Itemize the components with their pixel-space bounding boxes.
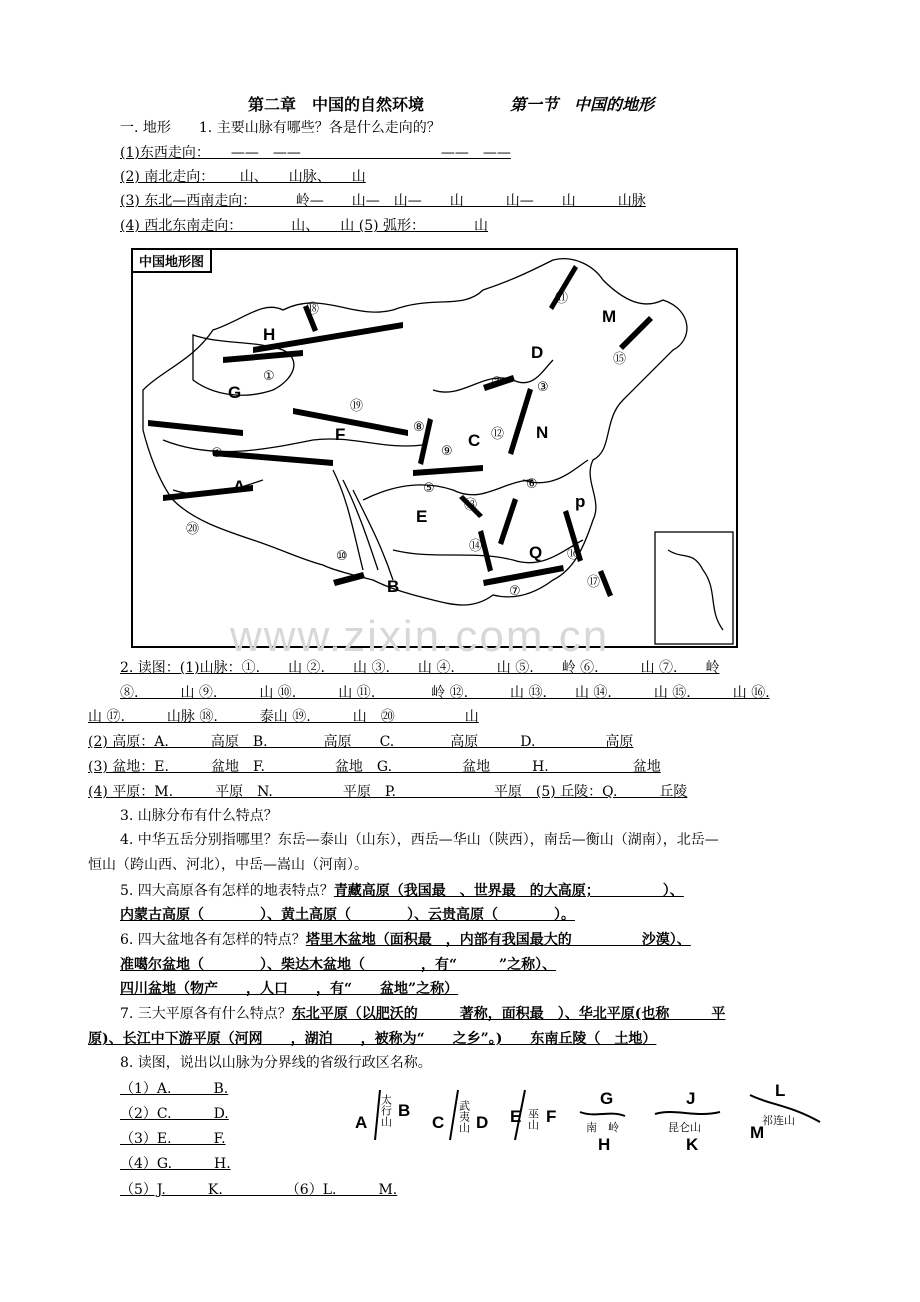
q8-answer-3: （3）E. F. [120, 1131, 226, 1147]
svg-text:⑥: ⑥ [526, 477, 538, 492]
fig3-right: F [546, 1107, 557, 1126]
fig4-top: G [600, 1089, 614, 1108]
fig5-bottom: K [686, 1135, 699, 1154]
section-title: 第一节 中国的地形 [510, 95, 655, 114]
fig1-name: 太行山 [379, 1094, 393, 1127]
svg-text:⑦: ⑦ [509, 584, 521, 599]
fig2-left: C [432, 1113, 445, 1132]
svg-text:⑧: ⑧ [413, 420, 425, 435]
svg-text:H: H [263, 325, 276, 344]
q2-line-c: 山 ⑰. 山脉 ⑱. 泰山 ⑲. 山 ⑳ 山 [88, 709, 479, 725]
fig4-bottom: H [598, 1135, 611, 1154]
q4-line-b: 恒山（跨山西、河北），中岳—嵩山（河南）。 [88, 857, 368, 873]
svg-text:⑳: ⑳ [186, 522, 200, 537]
q7-answer-a: 东北平原（以肥沃的 著称，面积最 ）、华北平原(也称 平 [291, 1006, 726, 1022]
svg-text:E: E [416, 507, 428, 526]
q2-line-d: (2) 高原：A. 高原 B. 高原 C. 高原 D. 高原 [88, 734, 634, 750]
svg-text:F: F [335, 425, 346, 444]
svg-text:M: M [602, 307, 617, 326]
fig5-top: J [686, 1089, 696, 1108]
fig3-left: E [510, 1107, 522, 1126]
svg-text:p: p [575, 492, 586, 511]
map-title: 中国地形图 [133, 250, 212, 273]
boundary-figures [350, 1080, 830, 1160]
svg-text:⑪: ⑪ [555, 291, 569, 306]
svg-text:C: C [468, 431, 481, 450]
map-drawing [133, 250, 736, 646]
fig4-name: 南 岭 [586, 1121, 619, 1134]
watermark: www.zixin.com.cn [230, 612, 610, 661]
svg-text:⑲: ⑲ [350, 399, 364, 414]
line-5: (4) 西北东南走向： 山、 山 (5) 弧形： 山 [120, 218, 489, 234]
line-3: (2) 南北走向： 山、 山脉、 山 [120, 169, 366, 185]
q2-line-a: 2. 读图：(1)山脉：①. 山 ②. 山 ③. 山 ④. 山 ⑤. 岭 ⑥. 山 ⑦. 岭 [120, 660, 720, 676]
svg-text:B: B [387, 577, 400, 596]
svg-text:④: ④ [211, 446, 223, 461]
chapter-title: 第二章 中国的自然环境 [248, 95, 425, 114]
q6-prompt: 6. 四大盆地各有怎样的特点？ [120, 932, 306, 948]
q7-line-b: 原)、长江中下游平原（河网 ，湖泊 ，被称为“ 之乡”。) 东南丘陵（ 土地） [88, 1031, 657, 1047]
svg-text:⑯: ⑯ [567, 547, 581, 562]
svg-text:③: ③ [537, 380, 549, 395]
q8-answer-2: （2）C. D. [120, 1106, 229, 1122]
fig1-right: B [398, 1101, 411, 1120]
fig2-name: 武夷山 [457, 1100, 471, 1133]
q7-prompt: 7. 三大平原各有什么特点？ [120, 1006, 292, 1022]
fig5-name: 昆仑山 [668, 1121, 701, 1134]
svg-text:⑰: ⑰ [587, 575, 601, 590]
q2-line-e: (3) 盆地：E. 盆地 F. 盆地 G. 盆地 H. 盆地 [88, 759, 661, 775]
svg-text:②: ② [491, 375, 503, 390]
line-1: 一. 地形 1. 主要山脉有哪些？各是什么走向的？ [120, 120, 441, 136]
svg-text:D: D [531, 343, 544, 362]
fig2-right: D [476, 1113, 489, 1132]
svg-text:A: A [233, 477, 246, 496]
svg-text:⑨: ⑨ [441, 444, 453, 459]
q5-line-b: 内蒙古高原（ ）、黄土高原（ ）、云贵高原（ ）。 [120, 907, 575, 923]
svg-text:Q: Q [529, 543, 543, 562]
q7-line-a [120, 1005, 725, 1023]
line-4: (3) 东北—西南走向： 岭— 山— 山— 山 山— 山 山脉 [120, 193, 646, 209]
q8-answer-5: （5）J. K. （6）L. M. [120, 1182, 398, 1198]
fig6-bottom: M [750, 1123, 765, 1142]
line-2: (1)东西走向： —— —— —— —— [120, 145, 511, 161]
fig1-left: A [355, 1113, 368, 1132]
q5-answer-a: 青藏高原（我国最 、世界最 的大高原； ）、 [333, 883, 684, 899]
fig3-name: 巫山 [526, 1108, 540, 1130]
svg-text:⑭: ⑭ [469, 539, 483, 554]
svg-text:G: G [228, 383, 242, 402]
q6-line-c: 四川盆地（物产 ，人口 ，有“ 盆地”之称） [120, 981, 459, 997]
svg-text:⑩: ⑩ [336, 549, 348, 564]
svg-text:⑫: ⑫ [491, 427, 505, 442]
china-terrain-map [131, 248, 738, 648]
q4-line-a: 4. 中华五岳分别指哪里？东岳—泰山（山东），西岳—华山（陕西），南岳—衡山（湖南），北岳— [120, 832, 719, 848]
q8-answer-4: （4）G. H. [120, 1156, 231, 1172]
q2-line-b: ⑧. 山 ⑨. 山 ⑩. 山 ⑪. 岭 ⑫. 山 ⑬. 山 ⑭. 山 ⑮. 山 ⑯. [120, 685, 770, 701]
q6-line-b: 准噶尔盆地（ ）、柴达木盆地（ ，有“ ”之称）、 [120, 957, 557, 973]
q8-answer-1: （1）A. B. [120, 1081, 229, 1097]
svg-text:⑱: ⑱ [306, 302, 320, 317]
svg-text:⑤: ⑤ [423, 481, 435, 496]
q6-line-a [120, 931, 691, 949]
q5-prompt: 5. 四大高原各有怎样的地表特点？ [120, 883, 334, 899]
q3: 3. 山脉分布有什么特点？ [120, 808, 278, 824]
q6-answer-a: 塔里木盆地（面积最 ，内部有我国最大的 沙漠）、 [305, 932, 691, 948]
fig6-name: 祁连山 [762, 1114, 795, 1127]
svg-text:N: N [536, 423, 549, 442]
q2-line-f: (4) 平原：M. 平原 N. 平原 P. 平原 (5) 丘陵：Q. 丘陵 [88, 784, 688, 800]
svg-text:①: ① [263, 369, 275, 384]
svg-text:⑮: ⑮ [613, 352, 627, 367]
svg-text:⑬: ⑬ [464, 498, 478, 513]
q5-line-a [120, 882, 684, 900]
q8: 8. 读图，说出以山脉为分界线的省级行政区名称。 [120, 1055, 432, 1071]
fig6-top: L [775, 1081, 786, 1100]
